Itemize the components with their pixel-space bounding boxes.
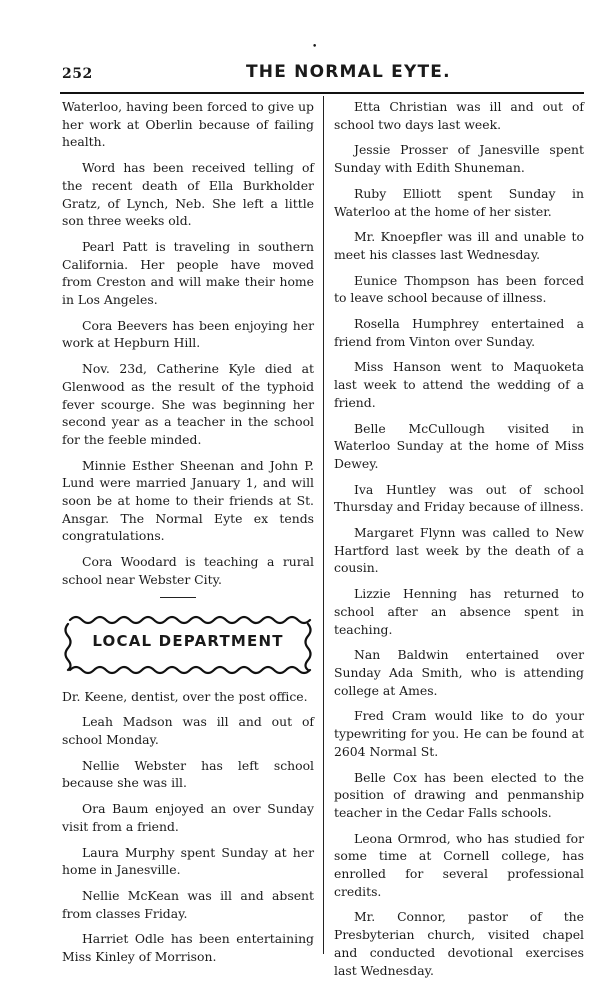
running-head-title: THE NORMAL EYTE.	[246, 62, 451, 82]
news-item: Harriet Odle has been entertaining Miss Kinley of Morrison.	[62, 931, 314, 965]
news-item: Ora Baum enjoyed an over Sunday visit from a friend.	[62, 801, 314, 834]
news-item: Minnie Esther Sheenan and John P. Lund were married January 1, and will soon be at home to their friends at St. Ansgar. The Normal Eyte ex tends congratulations.	[62, 457, 314, 544]
news-item: Mr. Connor, pastor of the Presbyterian church, visited chapel and conducted devotional exercises last Wednesday.	[334, 909, 584, 978]
news-item: Pearl Patt is traveling in southern California. Her people have moved from Creston and will make their home in Los Angeles.	[62, 238, 314, 308]
news-item: Waterloo, having been forced to give up her work at Oberlin because of failing health.	[62, 99, 314, 150]
news-item: Leona Ormrod, who has studied for some time at Cornell college, has enrolled for several professional credits.	[334, 830, 584, 899]
column-divider	[323, 96, 324, 954]
news-item: Belle Cox has been elected to the position of drawing and penmanship teacher in the Cedar Falls schools.	[334, 769, 584, 820]
news-item: Ruby Elliott spent Sunday in Waterloo at the home of her sister.	[334, 185, 584, 219]
news-item: Miss Hanson went to Maquoketa last week to attend the wedding of a friend.	[334, 359, 584, 410]
news-item: Nellie Webster has left school because she was ill.	[62, 757, 314, 791]
right-column	[334, 98, 584, 987]
news-item: Etta Christian was ill and out of school two days last week.	[334, 99, 584, 132]
local-department-heading: LOCAL DEPARTMENT	[92, 631, 284, 650]
news-item: Laura Murphy spent Sunday at her home in Janesville.	[62, 844, 314, 878]
news-item: Leah Madson was ill and out of school Monday.	[62, 714, 314, 747]
top-border	[70, 617, 310, 623]
left-column	[62, 98, 314, 974]
news-item: Eunice Thompson has been forced to leave school because of illness.	[334, 272, 584, 306]
news-item: Belle McCullough visited in Waterloo Sunday at the home of Miss Dewey.	[334, 420, 584, 471]
news-item: Mr. Knoepfler was ill and unable to meet his classes last Wednesday.	[334, 229, 584, 262]
news-item: Fred Cram would like to do your typewriting for you. He can be found at 2604 Normal St.	[334, 708, 584, 759]
news-item: Cora Beevers has been enjoying her work at Hepburn Hill.	[62, 317, 314, 351]
news-item: Nov. 23d, Catherine Kyle died at Glenwood as the result of the typhoid fever scourge. She was beginning her second year as a teacher in the school for the feeble minded.	[62, 361, 314, 447]
news-item: Jessie Prosser of Janesville spent Sunday with Edith Shuneman.	[334, 142, 584, 176]
section-heading-box	[62, 612, 314, 676]
news-item: Cora Woodard is teaching a rural school near Webster City.	[62, 554, 314, 587]
news-item: Margaret Flynn was called to New Hartford last week by the death of a cousin.	[334, 525, 584, 576]
news-item: Nan Baldwin entertained over Sunday Ada Smith, who is attending college at Ames.	[334, 647, 584, 698]
news-item: Nellie McKean was ill and absent from classes Friday.	[62, 887, 314, 921]
end-rule	[160, 597, 196, 598]
header-rule	[60, 92, 584, 94]
news-item: Rosella Humphrey entertained a friend from Vinton over Sunday.	[334, 316, 584, 349]
page-number: 252	[62, 66, 93, 82]
news-item: Word has been received telling of the recent death of Ella Burkholder Gratz, of Lynch, Neb. She left a little son three weeks old.	[62, 160, 314, 229]
top-mark: •	[312, 42, 318, 52]
news-item: Dr. Keene, dentist, over the post office.	[62, 688, 308, 704]
news-item: Lizzie Henning has returned to school after an absence spent in teaching.	[334, 586, 584, 637]
news-item: Iva Huntley was out of school Thursday and Friday because of illness.	[334, 481, 584, 515]
bottom-border	[70, 667, 310, 673]
